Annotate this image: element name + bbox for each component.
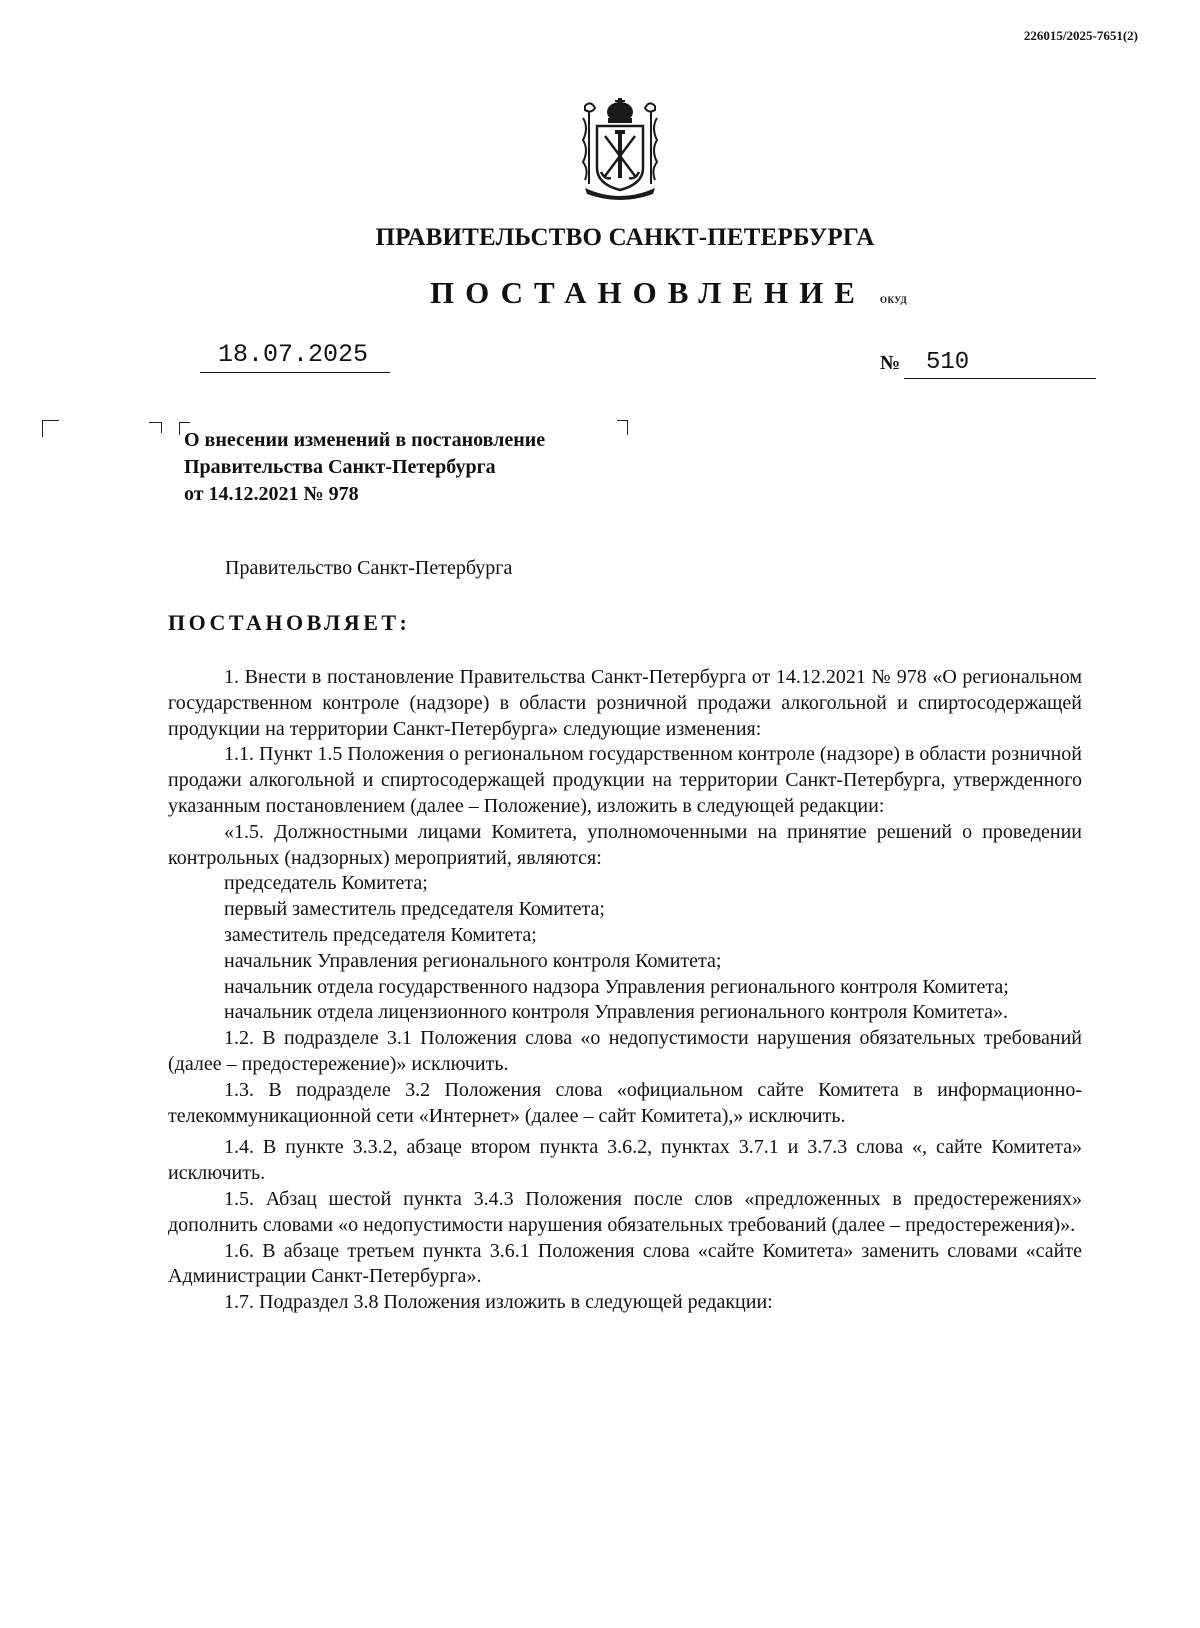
paragraph: «1.5. Должностными лицами Комитета, уполномоченными на принятие решений о проведении контрольных (надзорных) мероприятий, являются: (168, 820, 1082, 869)
registration-number: 226015/2025-7651(2) (1023, 28, 1138, 43)
list-item: заместитель председателя Комитета; (224, 923, 537, 946)
list-item: начальник отдела лицензионного контроля Управления регионального контроля Комитета». (224, 1001, 1009, 1024)
government-title: ПРАВИТЕЛЬСТВО САНКТ-ПЕТЕРБУРГА (375, 224, 875, 251)
paragraph: 1. Внести в постановление Правительства Санкт-Петербурга от 14.12.2021 № 978 «О региональном государственном контроле (надзоре) в области розничной продажи алкогольной и спиртосодержащей продукции на территории Санкт-Петербурга» следующие изменения: (168, 666, 1082, 740)
paragraph: 1.6. В абзаце третьем пункта 3.6.1 Положения слова «сайте Комитета» заменить словами «сайте Администрации Санкт-Петербурга». (168, 1239, 1082, 1288)
document-body (168, 665, 1082, 1316)
paragraph: 1.1. Пункт 1.5 Положения о региональном государственном контроле (надзоре) в области розничной продажи алкогольной и спиртосодержащей продукции на территории Санкт-Петербурга, утвержденного указанным постановлением (далее – Положение), изложить в следующей редакции: (168, 743, 1082, 817)
intro-text: Правительство Санкт-Петербурга (225, 557, 513, 579)
coat-of-arms-emblem (575, 98, 665, 202)
paragraph: 1.7. Подраздел 3.8 Положения изложить в следующей редакции: (224, 1291, 773, 1314)
document-subject (184, 427, 545, 508)
paragraph: 1.5. Абзац шестой пункта 3.4.3 Положения после слов «предложенных в предостережениях» дополнить словами «о недопустимости нарушения обязательных требований (далее – предостережения)». (168, 1187, 1082, 1236)
list-item: начальник отдела государственного надзора Управления регионального контроля Комитета; (224, 975, 1009, 998)
subject-line: Правительства Санкт-Петербурга (184, 456, 496, 478)
list-item: председатель Комитета; (224, 872, 428, 895)
subject-line: О внесении изменений в постановление (184, 429, 546, 451)
okud-label: ОКУД (880, 295, 908, 305)
coat-of-arms-icon (575, 98, 665, 202)
paragraph: 1.2. В подразделе 3.1 Положения слова «о недопустимости нарушения обязательных требований (далее – предостережение)» исключить. (168, 1027, 1082, 1075)
subject-line: от 14.12.2021 № 978 (184, 483, 359, 505)
list-item: первый заместитель председателя Комитета; (224, 898, 605, 921)
decree-word: ПОСТАНОВЛЯЕТ: (168, 610, 411, 635)
left-margin-bracket (42, 420, 59, 437)
list-item: начальник Управления регионального контроля Комитета; (224, 949, 722, 972)
document-date: 18.07.2025 (200, 338, 390, 373)
paragraph: 1.4. В пункте 3.3.2, абзаце втором пункта 3.6.2, пунктах 3.7.1 и 3.7.3 слова «, сайте Комитета» исключить. (168, 1136, 1082, 1185)
number-sign: № (880, 352, 901, 374)
subject-bracket-right (617, 420, 628, 435)
document-number: 510 (904, 348, 1096, 379)
subject-bracket-left-outer (149, 422, 162, 433)
paragraph: 1.3. В подразделе 3.2 Положения слова «официальном сайте Комитета в информационно-телекоммуникационной сети «Интернет» (далее – сайт Комитета),» исключить. (168, 1078, 1082, 1127)
document-type-title: ПОСТАНОВЛЕНИЕ (430, 275, 866, 310)
